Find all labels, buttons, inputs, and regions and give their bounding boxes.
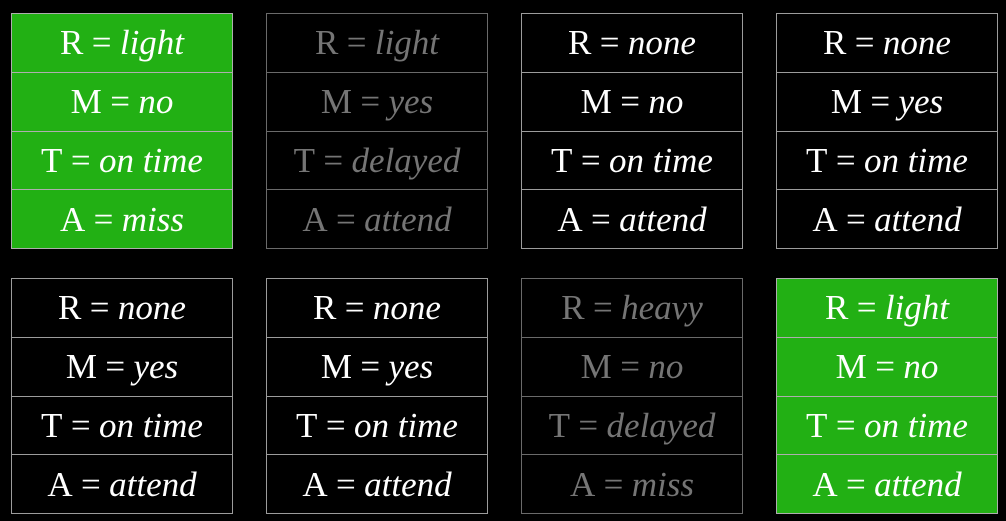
variable-name: M	[70, 82, 102, 122]
variable-name: T	[41, 140, 63, 180]
variable-value: none	[882, 23, 951, 63]
equals-sign: =	[110, 82, 130, 122]
variable-name: M	[580, 347, 612, 387]
assignment-row	[776, 278, 998, 338]
variable-name: T	[548, 405, 571, 445]
variable-name: M	[835, 347, 867, 387]
assignment-row	[11, 337, 233, 397]
variable-value: on time	[608, 140, 713, 180]
variable-name: T	[296, 405, 318, 445]
assignment-row	[521, 189, 743, 249]
equals-sign: =	[70, 140, 91, 180]
variable-value: heavy	[621, 288, 703, 328]
sample-card-4	[776, 13, 998, 249]
variable-value: yes	[898, 82, 944, 122]
variable-value: attend	[109, 464, 197, 504]
equals-sign: =	[856, 288, 877, 328]
equals-sign: =	[846, 464, 866, 504]
assignment-row	[521, 396, 743, 456]
equals-sign: =	[620, 82, 640, 122]
equals-sign: =	[360, 347, 381, 387]
variable-name: R	[561, 288, 585, 328]
equals-sign: =	[336, 199, 356, 239]
equals-sign: =	[91, 23, 112, 63]
assignment-row	[521, 72, 743, 132]
variable-name: A	[812, 199, 838, 239]
variable-value: delayed	[606, 405, 716, 445]
sample-card-2	[266, 13, 488, 249]
variable-name: T	[806, 405, 828, 445]
assignment-row	[521, 337, 743, 397]
equals-sign: =	[603, 464, 624, 504]
equals-sign: =	[336, 464, 356, 504]
variable-value: yes	[133, 347, 179, 387]
equals-sign: =	[875, 347, 895, 387]
variable-value: attend	[364, 199, 452, 239]
variable-value: no	[648, 82, 684, 122]
variable-value: no	[648, 347, 684, 387]
assignment-row	[11, 131, 233, 191]
variable-name: R	[824, 288, 849, 328]
equals-sign: =	[591, 199, 611, 239]
assignment-row	[266, 454, 488, 514]
assignment-row	[266, 278, 488, 338]
variable-name: T	[551, 140, 573, 180]
variable-value: no	[903, 347, 939, 387]
assignment-row	[266, 396, 488, 456]
variable-value: delayed	[351, 140, 461, 180]
assignment-row	[11, 13, 233, 73]
variable-name: M	[65, 347, 97, 387]
equals-sign: =	[846, 199, 866, 239]
variable-name: R	[314, 23, 339, 63]
variable-value: none	[627, 23, 696, 63]
sample-card-3	[521, 13, 743, 249]
equals-sign: =	[81, 464, 101, 504]
variable-value: attend	[619, 199, 707, 239]
assignment-row	[266, 189, 488, 249]
equals-sign: =	[325, 405, 346, 445]
equals-sign: =	[105, 347, 126, 387]
variable-name: R	[58, 288, 82, 328]
variable-value: yes	[388, 82, 434, 122]
variable-name: T	[41, 405, 63, 445]
assignment-row	[776, 454, 998, 514]
sample-card-8	[776, 278, 998, 514]
variable-name: A	[557, 199, 583, 239]
variable-value: no	[138, 82, 174, 122]
variable-name: T	[806, 140, 828, 180]
assignment-row	[776, 337, 998, 397]
assignment-row	[11, 189, 233, 249]
equals-sign: =	[599, 23, 620, 63]
assignment-row	[776, 396, 998, 456]
equals-sign: =	[854, 23, 875, 63]
variable-name: A	[302, 199, 328, 239]
variable-name: R	[313, 288, 337, 328]
variable-name: R	[823, 23, 847, 63]
equals-sign: =	[70, 405, 91, 445]
sample-card-1	[11, 13, 233, 249]
variable-value: attend	[874, 199, 962, 239]
variable-name: M	[320, 347, 352, 387]
variable-name: M	[320, 82, 352, 122]
assignment-row	[776, 131, 998, 191]
variable-value: light	[374, 23, 440, 63]
equals-sign: =	[89, 288, 110, 328]
assignment-row	[266, 13, 488, 73]
assignment-row	[521, 278, 743, 338]
variable-name: M	[830, 82, 862, 122]
variable-value: on time	[98, 405, 203, 445]
equals-sign: =	[580, 140, 601, 180]
variable-name: A	[59, 199, 86, 239]
equals-sign: =	[360, 82, 381, 122]
assignment-row	[11, 454, 233, 514]
variable-value: none	[372, 288, 441, 328]
equals-sign: =	[93, 199, 114, 239]
variable-value: on time	[98, 140, 203, 180]
assignment-row	[11, 278, 233, 338]
variable-value: miss	[631, 464, 695, 504]
assignment-row	[266, 72, 488, 132]
equals-sign: =	[593, 288, 613, 328]
variable-value: light	[884, 288, 950, 328]
variable-value: none	[117, 288, 186, 328]
assignment-row	[266, 131, 488, 191]
variable-name: R	[568, 23, 592, 63]
assignment-row	[521, 131, 743, 191]
equals-sign: =	[344, 288, 365, 328]
assignment-row	[776, 13, 998, 73]
variable-name: T	[293, 140, 316, 180]
assignment-row	[776, 72, 998, 132]
variable-value: on time	[863, 405, 968, 445]
equals-sign: =	[323, 140, 344, 180]
variable-name: A	[569, 464, 596, 504]
sample-card-7	[521, 278, 743, 514]
variable-value: yes	[388, 347, 434, 387]
sample-card-6	[266, 278, 488, 514]
equals-sign: =	[346, 23, 367, 63]
variable-value: attend	[874, 464, 962, 504]
variable-name: M	[580, 82, 612, 122]
variable-value: miss	[121, 199, 185, 239]
assignment-row	[521, 13, 743, 73]
variable-value: attend	[364, 464, 452, 504]
assignment-row	[11, 72, 233, 132]
assignment-row	[521, 454, 743, 514]
assignment-row	[266, 337, 488, 397]
equals-sign: =	[620, 347, 640, 387]
variable-name: A	[302, 464, 328, 504]
variable-value: light	[119, 23, 185, 63]
equals-sign: =	[870, 82, 891, 122]
equals-sign: =	[835, 140, 856, 180]
sample-card-5	[11, 278, 233, 514]
assignment-row	[11, 396, 233, 456]
equals-sign: =	[835, 405, 856, 445]
variable-name: R	[59, 23, 84, 63]
variable-value: on time	[863, 140, 968, 180]
variable-name: A	[47, 464, 73, 504]
variable-value: on time	[353, 405, 458, 445]
variable-name: A	[812, 464, 838, 504]
assignment-row	[776, 189, 998, 249]
samples-grid	[11, 13, 998, 514]
equals-sign: =	[578, 405, 599, 445]
